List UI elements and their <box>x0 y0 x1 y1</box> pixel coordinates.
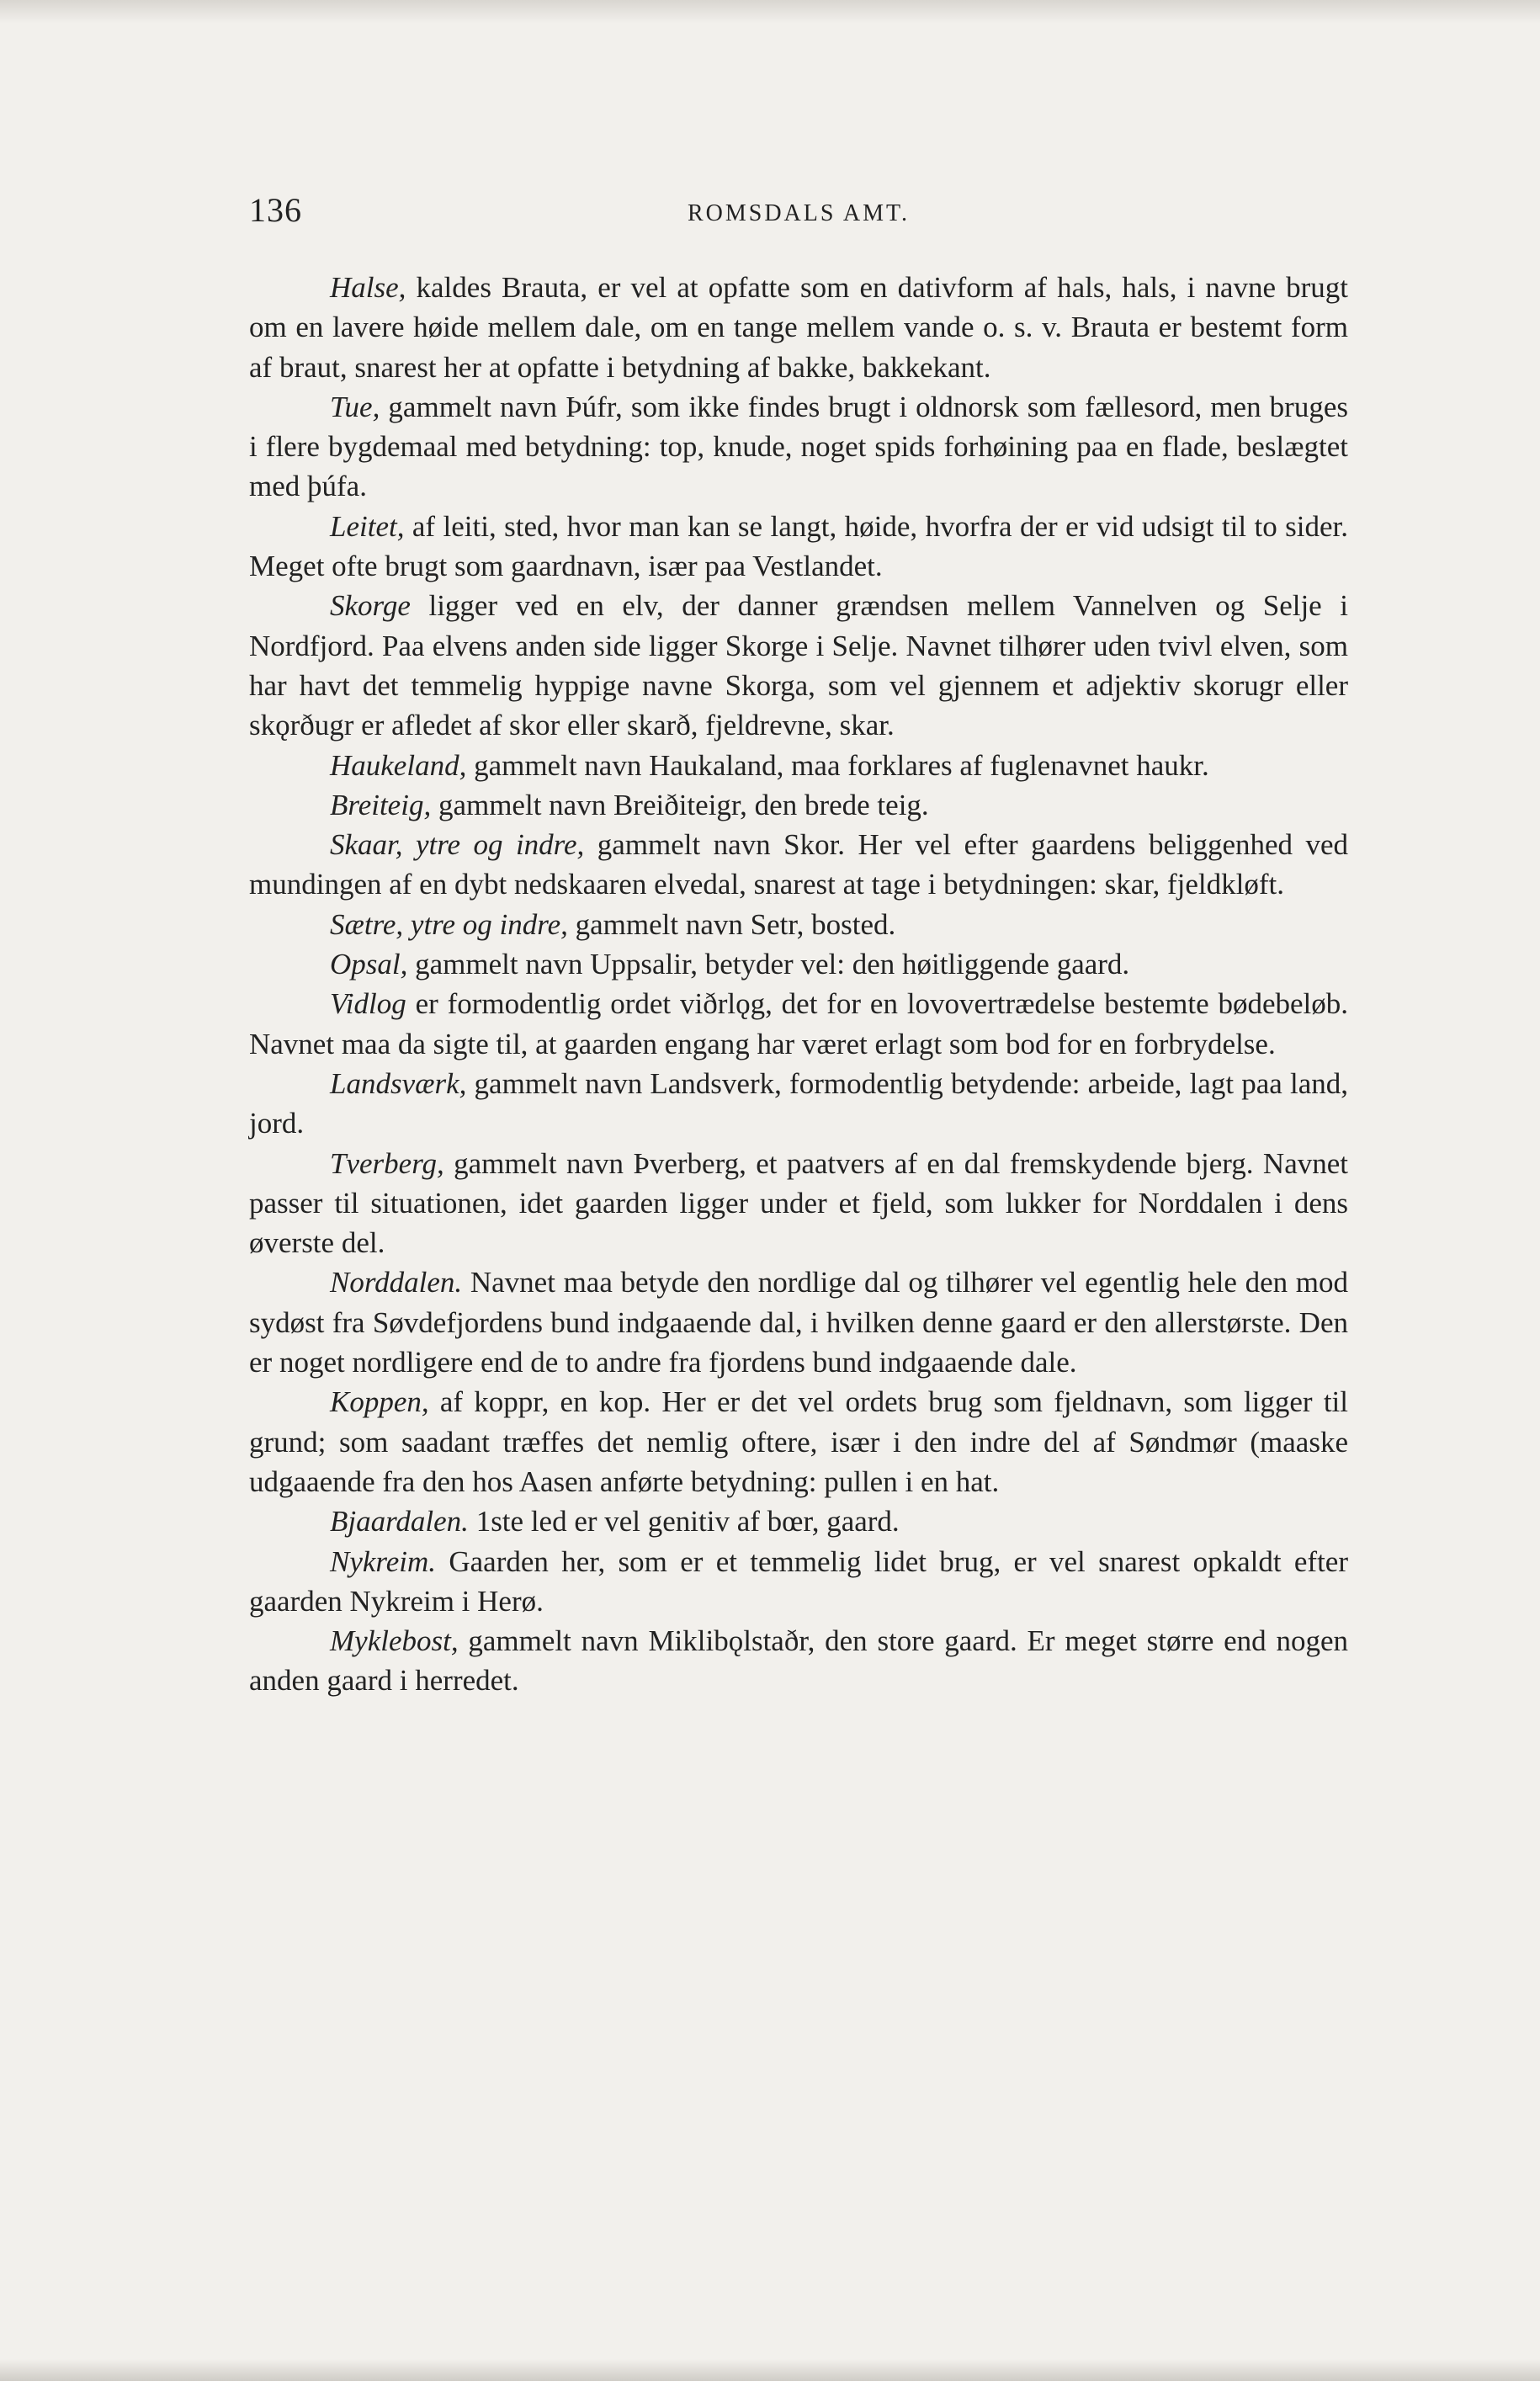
entry-term: Myklebost, <box>330 1624 459 1658</box>
entry-norddalen <box>249 1262 1348 1382</box>
entry-text: af leiti, sted, hvor man kan se langt, høide, hvorfra der er vid udsigt til to sider. Meget ofte brugt som gaardnavn, især paa Vestlandet. <box>249 509 1348 583</box>
entry-term: Breiteig, <box>330 788 432 821</box>
entry-saetre <box>249 905 1348 944</box>
entry-haukeland <box>249 746 1348 785</box>
entry-term: Sætre, ytre og indre, <box>330 907 568 941</box>
entry-text: er formodentlig ordet viðrlǫg, det for en lovovertrædelse bestemte bødebeløb. Navnet maa da sigte til, at gaarden engang har været erlagt som bod for en forbrydelse. <box>249 987 1348 1060</box>
entry-koppen <box>249 1382 1348 1501</box>
entry-myklebost <box>249 1621 1348 1701</box>
entry-term: Tue, <box>330 390 380 423</box>
entry-term: Skaar, ytre og indre, <box>330 828 585 862</box>
entry-text: 1ste led er vel genitiv af bœr, gaard. <box>468 1505 900 1539</box>
entry-vidlog <box>249 984 1348 1064</box>
entry-term: Norddalen. <box>330 1266 463 1299</box>
entry-text: gammelt navn Landsverk, formodentlig betydende: arbeide, lagt paa land, jord. <box>249 1066 1348 1140</box>
entry-text: gammelt navn Setr, bosted. <box>567 907 896 941</box>
entry-text: Navnet maa betyde den nordlige dal og tilhører vel egentlig hele den mod sydøst fra Søvdefjordens bund indgaaende dal, i hvilken denne gaard er den allerstørste. Den er noget nordligere end de to andre fra fjordens bund indgaaende dale. <box>249 1266 1348 1379</box>
entry-text: kaldes Brauta, er vel at opfatte som en dativform af hals, hals, i navne brugt om en lavere høide mellem dale, om en tange mellem vande o. s. v. Brauta er bestemt form af braut, snarest her at opfatte i betydning af bakke, bakkekant. <box>249 271 1348 384</box>
entry-text: gammelt navn Miklibǫlstaðr, den store gaard. Er meget større end nogen anden gaard i herredet. <box>249 1624 1348 1698</box>
entry-tue <box>249 387 1348 507</box>
entry-term: Haukeland, <box>330 748 467 782</box>
entry-tverberg <box>249 1144 1348 1263</box>
entry-text: gammelt navn Þúfr, som ikke findes brugt i oldnorsk som fællesord, men bruges i flere bygdemaal med betydning: top, knude, noget spids forhøining paa en flade, beslægtet med þúfa. <box>249 390 1348 503</box>
page-header <box>249 190 1348 232</box>
entry-term: Bjaardalen. <box>330 1505 469 1539</box>
entry-term: Leitet, <box>330 509 405 543</box>
running-head: ROMSDALS AMT. <box>687 200 911 226</box>
page-number: 136 <box>249 191 302 229</box>
entry-term: Landsværk, <box>330 1066 467 1100</box>
entry-text: Gaarden her, som er et temmelig lidet brug, er vel snarest opkaldt efter gaarden Nykreim i Herø. <box>249 1544 1348 1618</box>
entry-text: gammelt navn Þverberg, et paatvers af en dal fremskydende bjerg. Navnet passer til situationen, idet gaarden ligger under et fjeld, som lukker for Norddalen i dens øverste del. <box>249 1146 1348 1260</box>
place-name-entries <box>249 268 1348 1701</box>
entry-skorge <box>249 586 1348 745</box>
entry-term: Nykreim. <box>330 1544 437 1578</box>
entry-text: af koppr, en kop. Her er det vel ordets brug som fjeldnavn, som ligger til grund; som saadant træffes det nemlig oftere, især i den indre del af Søndmør (maaske udgaaende fra den hos Aasen anførte betydning: pullen i en hat. <box>249 1385 1348 1498</box>
entry-term: Vidlog <box>330 987 406 1021</box>
entry-text: ligger ved en elv, der danner grændsen mellem Vannelven og Selje i Nordfjord. Paa elvens anden side ligger Skorge i Selje. Navnet tilhører uden tvivl elven, som har havt det temmelig hyppige navne Skorga, som vel gjennem et adjektiv skorugr eller skǫrðugr er afledet af skor eller skarð, fjeldrevne, skar. <box>249 589 1348 742</box>
entry-term: Koppen, <box>330 1385 429 1419</box>
entry-text: gammelt navn Haukaland, maa forklares af fuglenavnet haukr. <box>466 748 1209 782</box>
entry-term: Skorge <box>330 589 411 623</box>
entry-term: Opsal, <box>330 948 408 981</box>
entry-text: gammelt navn Breiðiteigr, den brede teig. <box>431 788 929 821</box>
entry-skaar <box>249 825 1348 905</box>
entry-term: Halse, <box>330 271 406 304</box>
entry-bjaardalen <box>249 1501 1348 1541</box>
entry-leitet <box>249 507 1348 587</box>
entry-halse <box>249 268 1348 387</box>
entry-text: gammelt navn Uppsalir, betyder vel: den høitliggende gaard. <box>407 948 1130 981</box>
entry-nykreim <box>249 1542 1348 1622</box>
entry-text: gammelt navn Skor. Her vel efter gaardens beliggenhed ved mundingen af en dybt nedskaaren elvedal, snarest at tage i betydningen: skar, fjeldkløft. <box>249 828 1348 901</box>
entry-opsal <box>249 944 1348 984</box>
entry-landsvaerk <box>249 1064 1348 1144</box>
entry-term: Tverberg, <box>330 1146 444 1180</box>
entry-breiteig <box>249 785 1348 825</box>
